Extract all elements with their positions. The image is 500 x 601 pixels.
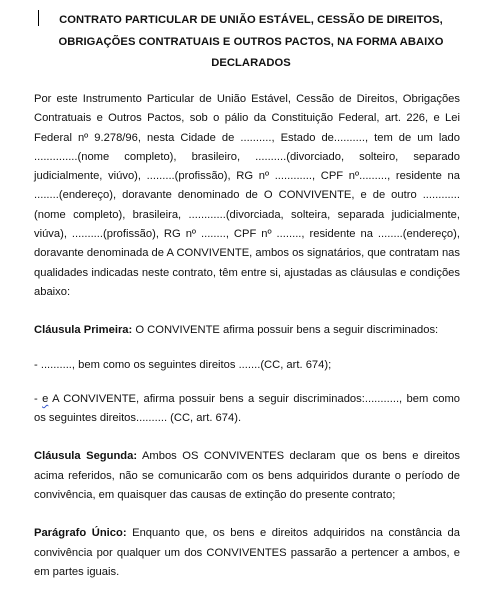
sole-paragraph-text: Enquanto que, os bens e direitos adquiridos na constância da convivência por qualquer um dos CONVIVENTES passarão a pertencer a ambos, e em partes iguais. bbox=[34, 527, 460, 578]
list-item-2-prefix: - bbox=[34, 392, 43, 405]
clause-first-paragraph bbox=[34, 321, 460, 340]
clause-second-label: Cláusula Segunda: bbox=[34, 450, 138, 463]
text-cursor bbox=[38, 10, 39, 26]
clause-first-label: Cláusula Primeira: bbox=[34, 324, 133, 337]
clause-first-text: O CONVIVENTE afirma possuir bens a seguir discriminados: bbox=[132, 324, 439, 337]
list-item-2-text: A CONVIVENTE, afirma possuir bens a seguir discriminados:..........., bem como os seguintes direitos.......... (CC, art. 674). bbox=[34, 392, 460, 425]
preamble-paragraph: Por este Instrumento Particular de União Estável, Cessão de Direitos, Obrigações Contratuais e Outros Pactos, sob o pálio da Constituição Federal, art. 226, e Lei Federal nº 9.278/96, nesta Cidade de .........., Estado de.........., tem de um lado ..............(nome completo), brasileiro, ..........(divorciado, solteiro, separado judicialmente, viúvo), .........(profissão), RG nº ............, CPF nº........., residente na ........(endereço), doravante denominado de O CONVIVENTE, e de outro ............ (nome completo), brasileira, ............(divorciada, solteira, separada judicialmente, viúva), ..........(profissão), RG nº ........, CPF nº ........, residente na ........(endereço), doravante denominada de A CONVIVENTE, ambos os signatários, que contratam nas qualidades indicadas neste contrato, têm entre si, ajustadas as cláusulas e condições abaixo: bbox=[34, 93, 460, 298]
clause-second-text: Ambos OS CONVIVENTES declaram que os bens e direitos acima referidos, não se comunicarão com os bens adquiridos durante o período de convivência, em quaisquer das causas de extinção do presente contrato; bbox=[34, 450, 460, 502]
document-title: CONTRATO PARTICULAR DE UNIÃO ESTÁVEL, CESSÃO DE DIREITOS, OBRIGAÇÕES CONTRATUAIS E OUTROS PACTOS, NA FORMA ABAIXO DECLARADOS bbox=[58, 14, 444, 69]
sole-paragraph-label: Parágrafo Único: bbox=[34, 527, 127, 540]
list-item-2 bbox=[34, 390, 460, 429]
document-body bbox=[34, 90, 460, 601]
clause-second-paragraph bbox=[34, 447, 460, 505]
list-item-1: - .........., bem como os seguintes direitos .......(CC, art. 674); bbox=[34, 358, 332, 371]
sole-paragraph bbox=[34, 524, 460, 582]
spellcheck-flagged-word[interactable]: e bbox=[42, 392, 49, 405]
